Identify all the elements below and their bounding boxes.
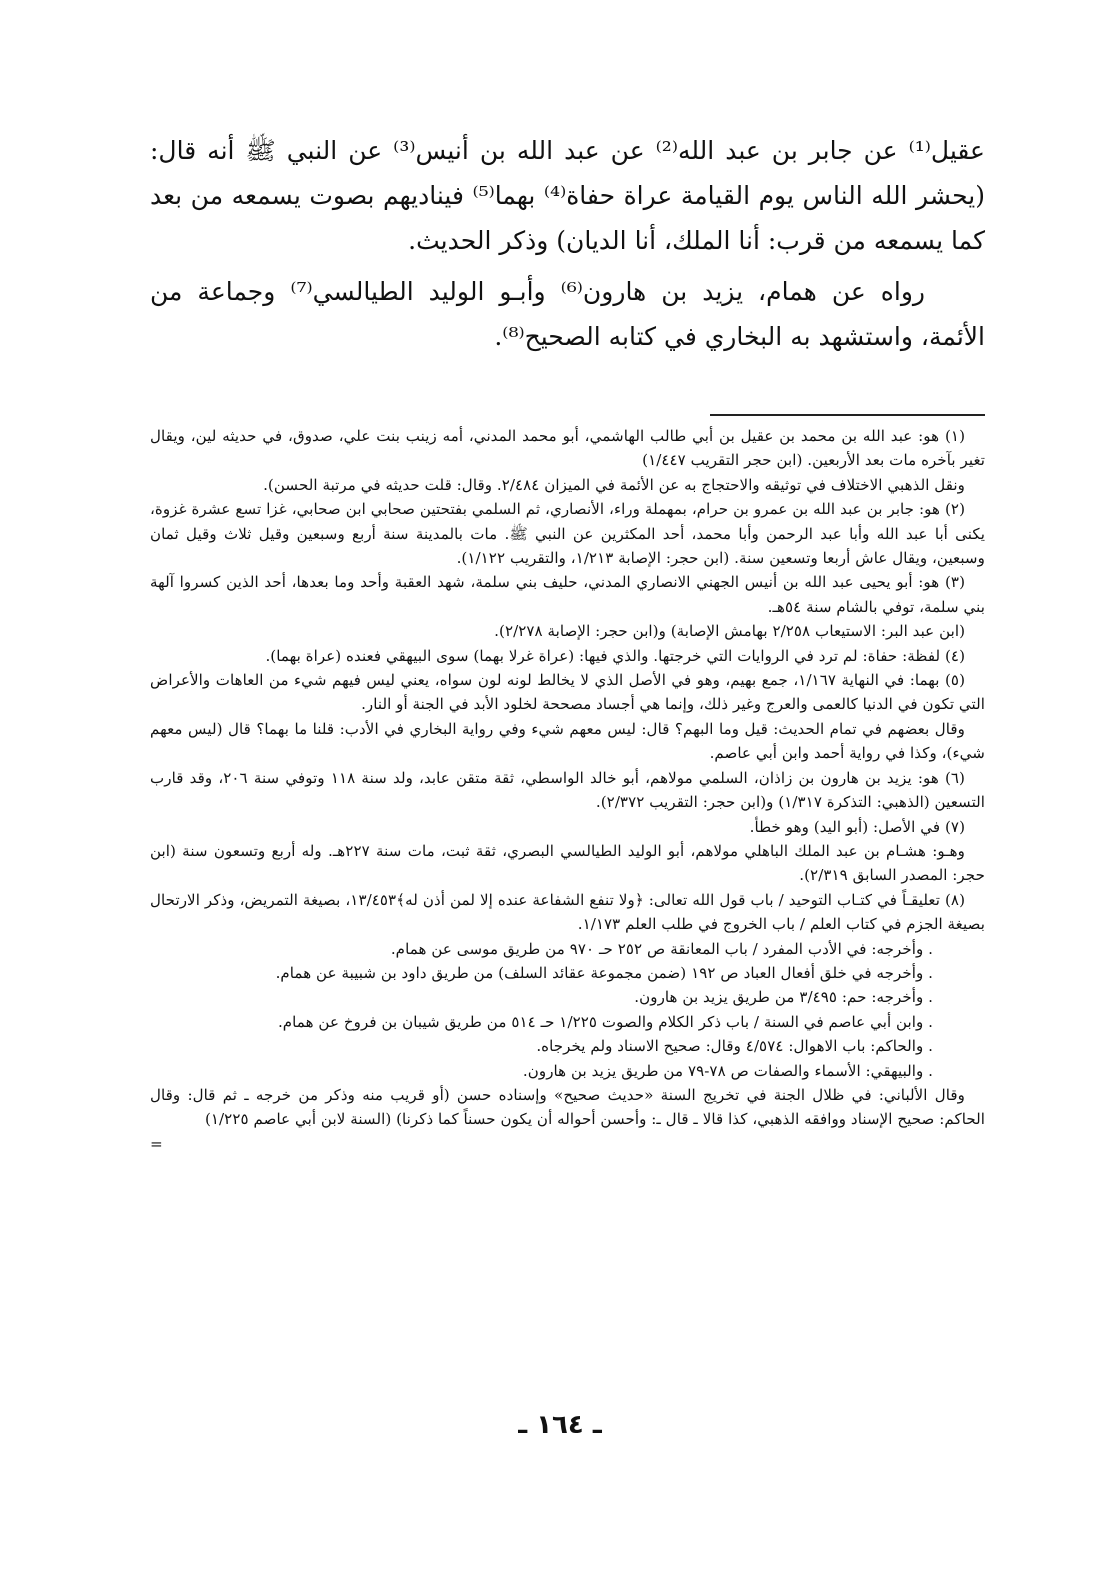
footnote-3: (٣) هو: أبو يحيى عبد الله بن أنيس الجهني الانصاري المدني، حليف بني سلمة، شهد العقبة وأحد وما بعدها، أحد الذين كسروا آلهة بني سلمة، توفي بالشام سنة ٥٤هـ. [150, 573, 985, 616]
footnote-6: (٦) هو: يزيد بن هارون بن زاذان، السلمي مولاهم، أبو خالد الواسطي، ثقة متقن عابد، ولد سنة ١١٨ وتوفي سنة ٢٠٦، وقد قارب التسعين (الذهبي: التذكرة ١/٣١٧) و(ابن حجر: التقريب ٢/٣٧٢). [150, 768, 985, 812]
footnote-4: (٤) لفظة: حفاة: لم ترد في الروايات التي خرجتها. والذي فيها: (عراة غرلا بهما) سوى البيهقي فعنده (عراة بهما). [265, 646, 965, 665]
footnote-5: (٥) بهما: في النهاية ١/١٦٧، جمع بهيم، وهو في الأصل الذي لا يخالط لونه لون سواه، يعني ليس فيهم شيء من العاهات والأعراض التي تكون في الدنيا كالعمى والعرج وغير ذلك، وإنما هي أجساد مصححة لخلود الأبد في الجنة أو النار. [150, 671, 985, 714]
footnote-5-continued: وقال بعضهم في تمام الحديث: قيل وما البهم؟ قال: ليس معهم شيء وفي رواية البخاري في الأدب: قلنا ما بهما؟ قال (ليس معهم شيء)، وكذا في رواية أحمد وابن أبي عاصم. [150, 719, 985, 763]
footnote-8-item-6: . والبيهقي: الأسماء والصفات ص ٧٨-٧٩ من طريق يزيد بن هارون. [522, 1061, 933, 1080]
footnote-1-continued: ونقل الذهبي الاختلاف في توثيقه والاحتجاج به عن الأئمة في الميزان ٢/٤٨٤. وقال: قلت حديثه في مرتبة الحسن). [263, 475, 965, 494]
footnotes [150, 424, 985, 1156]
footnote-8-item-3: . وأخرجه: حم: ٣/٤٩٥ من طريق يزيد بن هارون. [634, 988, 933, 1007]
footnote-7: (٧) في الأصل: (أبو اليد) وهو خطأ. [749, 817, 965, 836]
footnote-2: (٢) هو: جابر بن عبد الله بن عمرو بن حرام، بمهملة وراء، الأنصاري، ثم السلمي بفتحتين صحابي ابن صحابي، غزا تسع عشرة غزوة، يكنى أبا عبد الله وأبا عبد الرحمن وأبا محمد، أحد المكثرين عن النبي ﷺ. مات بالمدينة سنة أربع وسبعين وقيل ثلاث وقيل ثمان وسبعين، ويقال عاش أربعا وتسعين سنة. (ابن حجر: الإصابة ١/٢١٣، والتقريب ١/١٢٢). [150, 500, 985, 568]
footnote-divider [710, 414, 985, 416]
footnote-8-item-1: . وأخرجه: في الأدب المفرد / باب المعانقة ص ٢٥٢ حـ ٩٧٠ من طريق موسى عن همام. [390, 939, 933, 958]
footnote-8-albani: وقال الألباني: في ظلال الجنة في تخريج السنة «حديث صحيح» وإسناده حسن (أو قريب منه وذكر من خرجه ـ ثم قال: وقال الحاكم: صحيح الإسناد ووافقه الذهبي، كذا قالا ـ قال ـ: وأحسن أحواله أن يكون حسناً كما ذكرنا) (السنة لابن أبي عاصم ١/٢٢٥) [150, 1085, 985, 1129]
footnote-3-continued: (ابن عبد البر: الاستيعاب ٢/٢٥٨ بهامش الإصابة) و(ابن حجر: الإصابة ٢/٢٧٨). [494, 622, 965, 641]
main-text [150, 128, 985, 365]
main-paragraph-2: رواه عن همام، يزيد بن هارون⁽⁶⁾ وأبـو الوليد الطيالسي⁽⁷⁾ وجماعة من الأئمة، واستشهد به البخاري في كتابه الصحيح⁽⁸⁾. [150, 277, 985, 351]
footnote-7-continued: وهـو: هشـام بن عبد الملك الباهلي مولاهم، أبو الوليد الطيالسي البصري، ثقة ثبت، مات سنة ٢٢٧هـ. وله أربع وتسعون سنة (ابن حجر: المصدر السابق ٢/٣١٩). [150, 841, 985, 885]
footnote-8-item-4: . وابن أبي عاصم في السنة / باب ذكر الكلام والصوت ١/٢٢٥ حـ ٥١٤ من طريق شيبان بن فروخ عن همام. [277, 1012, 933, 1031]
page-number: ـ ١٦٤ ـ [518, 1410, 602, 1440]
footnote-1: (١) هو: عبد الله بن محمد بن عقيل بن أبي طالب الهاشمي، أبو محمد المدني، أمه زينب بنت علي، صدوق، في حديثه لين، ويقال تغير بآخره مات بعد الأربعين. (ابن حجر التقريب ١/٤٤٧) [150, 427, 985, 470]
footnote-8-item-2: . وأخرجه في خلق أفعال العباد ص ١٩٢ (ضمن مجموعة عقائد السلف) من طريق داود بن شبيبة عن همام. [275, 963, 933, 982]
footnote-8-item-5: . والحاكم: باب الاهوال: ٤/٥٧٤ وقال: صحيح الاسناد ولم يخرجاه. [536, 1037, 933, 1056]
footnote-8: (٨) تعليقـاً في كتـاب التوحيد / باب قول الله تعالى: ﴿ولا تنفع الشفاعة عنده إلا لمن أذن له﴾١٣/٤٥٣، بصيغة التمريض، وذكر الارتحال بصيغة الجزم في كتاب العلم / باب الخروج في طلب العلم ١/١٧٣. [150, 890, 985, 934]
main-paragraph-1: عقيل⁽¹⁾ عن جابر بن عبد الله⁽²⁾ عن عبد الله بن أنيس⁽³⁾ عن النبي ﷺ أنه قال: (يحشر الله الناس يوم القيامة عراة حفاة⁽⁴⁾ بهما⁽⁵⁾ فيناديهم بصوت يسمعه من بعد كما يسمعه من قرب: أنا الملك، أنا الديان) وذكر الحديث. [150, 136, 985, 255]
continuation-mark: = [150, 1134, 163, 1153]
